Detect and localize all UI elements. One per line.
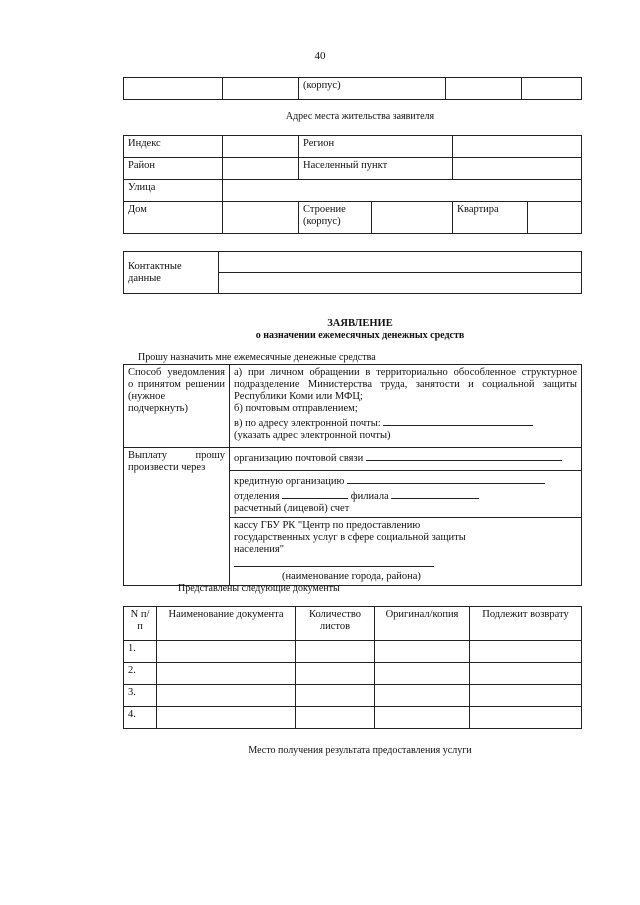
settlement-field[interactable]: [453, 158, 582, 180]
request-text: Прошу назначить мне ежемесячные денежные средства: [138, 352, 376, 363]
apartment-label: Квартира: [453, 202, 528, 234]
row-number: 2.: [124, 663, 157, 685]
original-copy-cell[interactable]: [375, 663, 470, 685]
notification-option-c[interactable]: в) по адресу электронной почты:: [234, 415, 577, 430]
returnable-cell[interactable]: [470, 685, 582, 707]
header-original-copy: Оригинал/копия: [375, 607, 470, 641]
residence-table: [123, 135, 582, 234]
returnable-cell[interactable]: [470, 641, 582, 663]
returnable-cell[interactable]: [470, 707, 582, 729]
cashdesk-note: (наименование города, района): [282, 571, 421, 582]
page-number: 40: [314, 50, 326, 62]
result-place-heading: Место получения результата предоставления услуги: [248, 745, 472, 756]
bank-field[interactable]: [347, 473, 545, 484]
original-copy-cell[interactable]: [375, 707, 470, 729]
top-table: [123, 77, 582, 100]
notification-option-b[interactable]: б) почтовым отправлением;: [234, 403, 358, 414]
sheets-cell[interactable]: [296, 707, 375, 729]
original-copy-cell[interactable]: [375, 685, 470, 707]
sheets-cell[interactable]: [296, 685, 375, 707]
application-subtitle: о назначении ежемесячных денежных средств: [255, 330, 465, 341]
residence-heading: Адрес места жительства заявителя: [285, 111, 435, 122]
documents-table: [123, 606, 582, 729]
row-number: 4.: [124, 707, 157, 729]
index-label: Индекс: [124, 136, 223, 158]
sheets-cell[interactable]: [296, 663, 375, 685]
contacts-field-2[interactable]: [219, 273, 582, 294]
header-number: N п/п: [124, 607, 157, 641]
top-cell-5[interactable]: [522, 78, 582, 100]
district-field[interactable]: [223, 158, 299, 180]
header-sheets: Количество листов: [296, 607, 375, 641]
notification-option-c-note: (указать адрес электронной почты): [234, 430, 391, 441]
settlement-label: Населенный пункт: [299, 158, 453, 180]
index-field[interactable]: [223, 136, 299, 158]
region-field[interactable]: [453, 136, 582, 158]
row-number: 3.: [124, 685, 157, 707]
street-label: Улица: [124, 180, 223, 202]
apartment-field[interactable]: [528, 202, 582, 234]
branch-field[interactable]: [282, 488, 348, 499]
street-field[interactable]: [223, 180, 582, 202]
top-cell-1[interactable]: [124, 78, 223, 100]
payment-post[interactable]: организацию почтовой связи: [230, 448, 582, 471]
document-name-cell[interactable]: [157, 663, 296, 685]
contacts-table: [123, 251, 582, 294]
returnable-cell[interactable]: [470, 663, 582, 685]
contacts-field-1[interactable]: [219, 252, 582, 273]
notification-option-a[interactable]: а) при личном обращении в территориально обособленное структурное подразделение Министерства труда, занятости и социальной защиты Республики Коми или МФЦ;: [234, 367, 577, 402]
top-cell-4[interactable]: [446, 78, 522, 100]
region-label: Регион: [299, 136, 453, 158]
payment-cashdesk[interactable]: кассу ГБУ РК "Центр по предоставлению государственных услуг в сфере социальной защиты населения" (наименование города, района): [230, 518, 582, 586]
documents-heading: Представлены следующие документы: [178, 583, 340, 594]
top-cell-2[interactable]: [223, 78, 299, 100]
application-title: ЗАЯВЛЕНИЕ: [327, 318, 393, 329]
house-field[interactable]: [223, 202, 299, 234]
payment-bank[interactable]: кредитную организацию отделения филиала расчетный (лицевой) счет: [230, 471, 582, 518]
notification-label: Способ уведомления о принятом решении (нужное подчеркнуть): [124, 365, 230, 448]
payment-label: Выплату прошу произвести через: [124, 448, 230, 586]
original-copy-cell[interactable]: [375, 641, 470, 663]
filial-field[interactable]: [391, 488, 479, 499]
header-document-name: Наименование документа: [157, 607, 296, 641]
header-returnable: Подлежит возврату: [470, 607, 582, 641]
top-cell-korpus-label: (корпус): [299, 78, 446, 100]
house-label: Дом: [124, 202, 223, 234]
document-name-cell[interactable]: [157, 685, 296, 707]
email-field[interactable]: [383, 415, 533, 426]
building-label: Строение (корпус): [299, 202, 372, 234]
application-table: [123, 364, 582, 586]
sheets-cell[interactable]: [296, 641, 375, 663]
document-name-cell[interactable]: [157, 707, 296, 729]
row-number: 1.: [124, 641, 157, 663]
contacts-label: Контактные данные: [124, 252, 219, 294]
building-field[interactable]: [372, 202, 453, 234]
post-field[interactable]: [366, 450, 562, 461]
district-label: Район: [124, 158, 223, 180]
cashdesk-field[interactable]: [234, 556, 434, 567]
account-label: расчетный (лицевой) счет: [234, 503, 350, 514]
document-name-cell[interactable]: [157, 641, 296, 663]
